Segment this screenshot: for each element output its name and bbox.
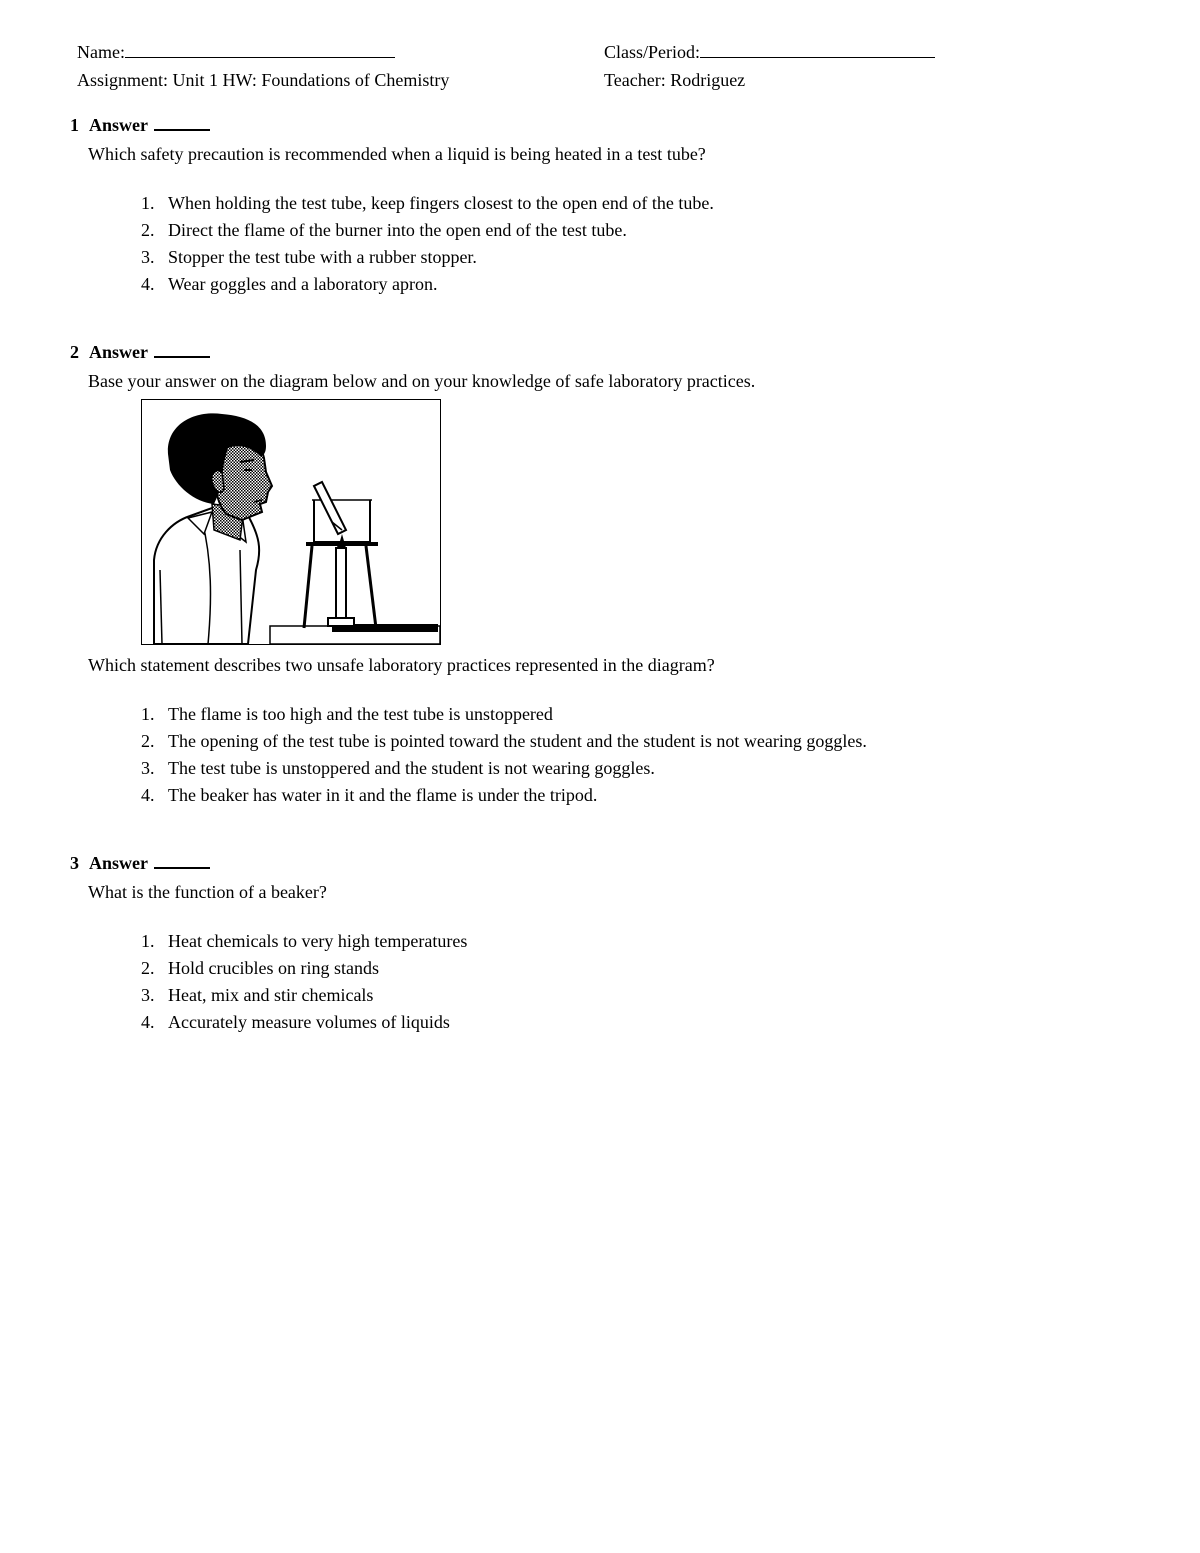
question-2-prompt: Which statement describes two unsafe laboratory practices represented in the diagram? [88, 655, 715, 675]
name-field[interactable] [77, 39, 395, 63]
answer-label: Answer [89, 342, 148, 362]
choice-item[interactable] [141, 955, 941, 982]
choice-text: The opening of the test tube is pointed toward the student and the student is not wearing goggles. [168, 731, 867, 751]
choice-text: Hold crucibles on ring stands [168, 958, 379, 978]
question-3-choices [141, 928, 941, 1036]
choice-number: 3. [141, 247, 155, 267]
lab-safety-diagram [141, 399, 441, 645]
choice-number: 4. [141, 274, 155, 294]
choice-number: 3. [141, 985, 155, 1005]
choice-number: 2. [141, 731, 155, 751]
choice-number: 2. [141, 958, 155, 978]
choice-text: Heat chemicals to very high temperatures [168, 931, 468, 951]
choice-item[interactable] [141, 1009, 941, 1036]
teacher-name: Teacher: Rodriguez [604, 70, 746, 90]
choice-text: The beaker has water in it and the flame is under the tripod. [168, 785, 598, 805]
choice-number: 4. [141, 785, 155, 805]
choice-text: Direct the flame of the burner into the open end of the test tube. [168, 220, 627, 240]
choice-item[interactable] [141, 244, 941, 271]
name-label: Name: [77, 42, 125, 62]
choice-item[interactable] [141, 782, 1141, 809]
class-period-label: Class/Period: [604, 42, 701, 62]
question-number: 2 [70, 342, 79, 362]
choice-item[interactable] [141, 928, 941, 955]
choice-item[interactable] [141, 271, 941, 298]
choice-item[interactable] [141, 755, 1141, 782]
question-3-prompt: What is the function of a beaker? [88, 882, 327, 902]
question-3-header [70, 851, 210, 874]
choice-text: The flame is too high and the test tube is unstoppered [168, 704, 553, 724]
question-1-choices [141, 190, 941, 298]
answer-blank[interactable] [154, 340, 210, 358]
class-period-field[interactable] [604, 39, 935, 63]
question-1-header [70, 113, 210, 136]
choice-number: 2. [141, 220, 155, 240]
choice-number: 3. [141, 758, 155, 778]
choice-item[interactable] [141, 982, 941, 1009]
question-2-intro: Base your answer on the diagram below and on your knowledge of safe laboratory practices. [88, 371, 756, 391]
question-number: 1 [70, 115, 79, 135]
class-period-blank-line[interactable] [700, 39, 935, 58]
question-2-choices [141, 701, 1141, 809]
choice-item[interactable] [141, 190, 941, 217]
choice-text: The test tube is unstoppered and the student is not wearing goggles. [168, 758, 655, 778]
question-number: 3 [70, 853, 79, 873]
choice-text: Stopper the test tube with a rubber stopper. [168, 247, 477, 267]
answer-label: Answer [89, 115, 148, 135]
name-blank-line[interactable] [125, 39, 395, 58]
choice-text: When holding the test tube, keep fingers closest to the open end of the tube. [168, 193, 714, 213]
question-2-header [70, 340, 210, 363]
assignment-title: Assignment: Unit 1 HW: Foundations of Chemistry [77, 70, 450, 90]
choice-text: Heat, mix and stir chemicals [168, 985, 374, 1005]
answer-blank[interactable] [154, 113, 210, 131]
answer-label: Answer [89, 853, 148, 873]
choice-number: 4. [141, 1012, 155, 1032]
choice-text: Wear goggles and a laboratory apron. [168, 274, 438, 294]
choice-number: 1. [141, 193, 155, 213]
answer-blank[interactable] [154, 851, 210, 869]
choice-item[interactable] [141, 728, 1141, 755]
choice-item[interactable] [141, 701, 1141, 728]
question-1-prompt: Which safety precaution is recommended when a liquid is being heated in a test tube? [88, 144, 706, 164]
choice-number: 1. [141, 931, 155, 951]
student-heating-test-tube-illustration [142, 400, 440, 644]
choice-item[interactable] [141, 217, 941, 244]
choice-number: 1. [141, 704, 155, 724]
choice-text: Accurately measure volumes of liquids [168, 1012, 450, 1032]
